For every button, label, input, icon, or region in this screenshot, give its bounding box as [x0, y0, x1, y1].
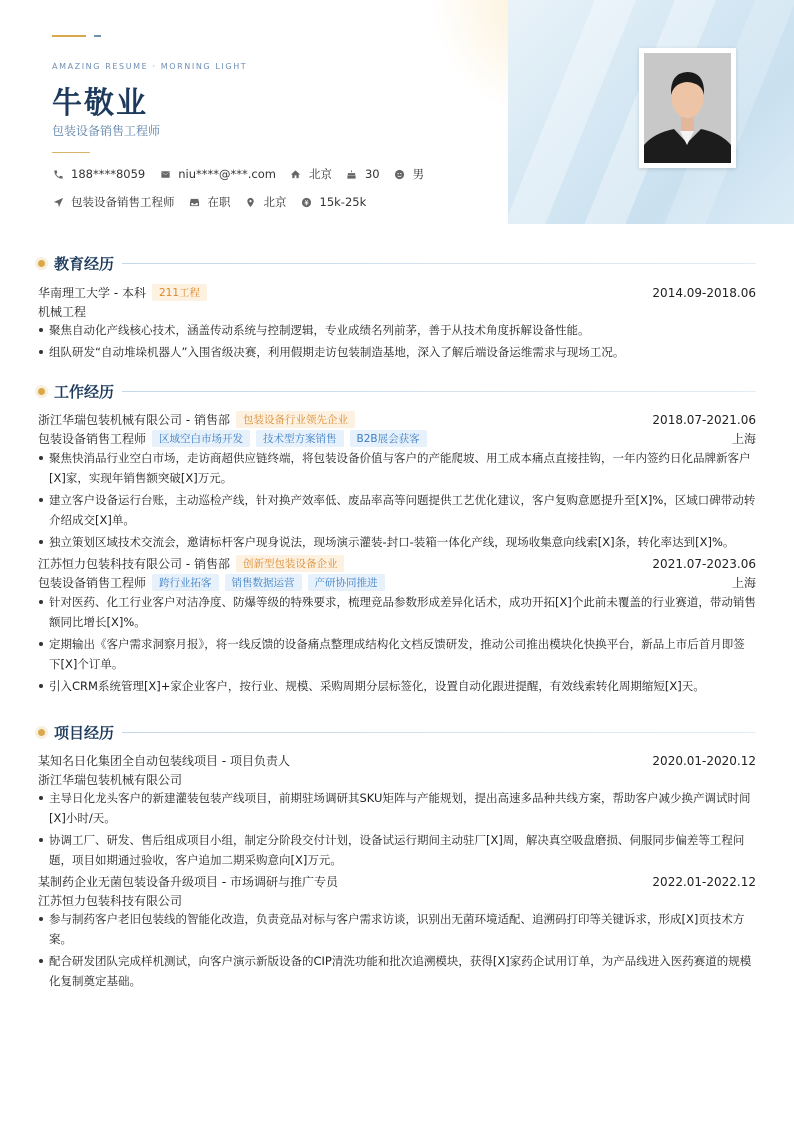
- education-section: [36, 253, 756, 364]
- company-tag: 创新型包装设备企业: [236, 555, 345, 572]
- skill-tag: 产研协同推进: [308, 574, 385, 591]
- job-role: 包装设备销售工程师: [38, 576, 147, 590]
- work-role-row: [36, 573, 756, 592]
- project-bullets: [36, 788, 756, 870]
- info-phone: 188****8059: [52, 167, 145, 181]
- info-city: 北京: [290, 166, 332, 182]
- phone-icon: [52, 168, 64, 180]
- section-divider: [122, 732, 756, 733]
- profile-photo-frame: [639, 48, 736, 168]
- job-info-row: [52, 194, 380, 210]
- list-item: 针对医药、化工行业客户对洁净度、防爆等级的特殊要求，梳理竞品参数形成差异化话术，成功开拓[X]个此前未覆盖的行业赛道，带动销售额同比增长[X]%。: [38, 592, 756, 632]
- info-status: 在职: [189, 194, 231, 210]
- section-bullet-dot: [38, 729, 45, 736]
- info-gender: 男: [394, 166, 425, 182]
- work-entry-header: [36, 554, 756, 573]
- education-date: 2014.09-2018.06: [652, 285, 756, 300]
- project-date: 2022.01-2022.12: [652, 874, 756, 889]
- list-item: 聚焦自动化产线核心技术，涵盖传动系统与控制逻辑，专业成绩名列前茅，善于从技术角度拆解设备性能。: [38, 320, 756, 340]
- company-name: 江苏恒力包装科技有限公司 - 销售部: [38, 557, 230, 571]
- section-title: 项目经历: [54, 723, 115, 742]
- home-icon: [290, 168, 302, 180]
- project-entry-header: [36, 751, 756, 770]
- education-bullets: [36, 320, 756, 362]
- header-kicker: AMAZING RESUME · MORNING LIGHT: [52, 62, 248, 71]
- list-item: 组队研发“自动堆垛机器人”入围省级决赛，利用假期走访包装制造基地，深入了解后端设备运维需求与现场工况。: [38, 342, 756, 362]
- section-bullet-dot: [38, 260, 45, 267]
- work-entry-header: [36, 410, 756, 429]
- major: 机械工程: [38, 304, 87, 319]
- info-age: 30: [346, 167, 380, 181]
- education-entry-header: [36, 283, 756, 302]
- list-item: 独立策划区域技术交流会，邀请标杆客户现身说法，现场演示灌装-封口-装箱一体化产线，现场收集意向线索[X]条，转化率达到[X]%。: [38, 532, 756, 552]
- accent-line-gold: [52, 35, 86, 37]
- work-city: 上海: [731, 432, 756, 446]
- mail-icon: [159, 168, 171, 180]
- resume-header: [0, 0, 794, 224]
- profile-photo: [644, 53, 731, 163]
- projects-section: [36, 722, 756, 993]
- project-org: 江苏恒力包装科技有限公司: [38, 893, 183, 908]
- section-header: [36, 722, 756, 742]
- list-item: 定期输出《客户需求洞察月报》，将一线反馈的设备痛点整理成结构化文档反馈研发，推动公司推出模块化快换平台，新品上市后首月即签下[X]个订单。: [38, 634, 756, 674]
- info-salary: 15k-25k: [301, 195, 367, 209]
- work-bullets: [36, 448, 756, 552]
- school-name: 华南理工大学 - 本科: [38, 286, 146, 300]
- info-target-job: 包装设备销售工程师: [52, 194, 175, 210]
- list-item: 协调工厂、研发、售后组成项目小组，制定分阶段交付计划，设备试运行期间主动驻厂[X]周，解决真空吸盘磨损、伺服同步偏差等工程问题，项目如期通过验收，客户追加二期采购意向[X]万元。: [38, 830, 756, 870]
- section-header: [36, 253, 756, 273]
- skill-tag: 技术型方案销售: [256, 430, 344, 447]
- list-item: 建立客户设备运行台账，主动巡检产线，针对换产效率低、废品率高等问题提供工艺优化建议，客户复购意愿提升至[X]%，区域口碑带动转介绍成交[X]单。: [38, 490, 756, 530]
- location-pin-icon: [245, 196, 257, 208]
- project-name: 某制药企业无菌包装设备升级项目 - 市场调研与推广专员: [38, 875, 338, 889]
- section-bullet-dot: [38, 388, 45, 395]
- list-item: 聚焦快消品行业空白市场，走访商超供应链终端，将包装设备价值与客户的产能爬坡、用工成本痛点直接挂钩，一年内签约日化品牌新客户[X]家，实现年销售额突破[X]万元。: [38, 448, 756, 488]
- project-name: 某知名日化集团全自动包装线项目 - 项目负责人: [38, 754, 290, 768]
- contact-info-row: [52, 166, 438, 182]
- section-divider: [122, 391, 756, 392]
- section-divider: [122, 263, 756, 264]
- project-date: 2020.01-2020.12: [652, 753, 756, 768]
- candidate-title: 包装设备销售工程师: [52, 124, 161, 138]
- section-header: [36, 381, 756, 401]
- send-icon: [52, 196, 64, 208]
- inbox-icon: [189, 196, 201, 208]
- project-org: 浙江华瑞包装机械有限公司: [38, 772, 183, 787]
- job-role: 包装设备销售工程师: [38, 432, 147, 446]
- accent-line-blue: [94, 35, 101, 37]
- list-item: 引入CRM系统管理[X]+家企业客户，按行业、规模、采购周期分层标签化，设置自动化跟进提醒，有效线索转化周期缩短[X]天。: [38, 676, 756, 696]
- project-bullets: [36, 909, 756, 991]
- company-name: 浙江华瑞包装机械有限公司 - 销售部: [38, 413, 230, 427]
- work-city: 上海: [731, 576, 756, 590]
- work-bullets: [36, 592, 756, 696]
- skill-tag: 跨行业拓客: [152, 574, 219, 591]
- company-tag: 包装设备行业领先企业: [236, 411, 355, 428]
- info-target-city: 北京: [245, 194, 287, 210]
- work-section: [36, 381, 756, 698]
- skill-tag: 销售数据运营: [225, 574, 302, 591]
- list-item: 主导日化龙头客户的新建灌装包装产线项目，前期驻场调研其SKU矩阵与产能规划，提出高速多品种共线方案，帮助客户减少换产调试时间[X]小时/天。: [38, 788, 756, 828]
- info-email: niu****@***.com: [159, 167, 276, 181]
- candidate-name: 牛敬业: [52, 86, 148, 121]
- project-entry-header: [36, 872, 756, 891]
- section-title: 教育经历: [54, 254, 115, 273]
- gender-icon: [394, 168, 406, 180]
- list-item: 配合研发团队完成样机测试，向客户演示新版设备的CIP清洗功能和批次追溯模块，获得[X]家药企试用订单，为产品线进入医药赛道的规模化复制奠定基础。: [38, 951, 756, 991]
- work-role-row: [36, 429, 756, 448]
- skill-tag: B2B展会获客: [350, 430, 427, 447]
- list-item: 参与制药客户老旧包装线的智能化改造，负责竞品对标与客户需求访谈，识别出无菌环境适配、追溯码打印等关键诉求，形成[X]页技术方案。: [38, 909, 756, 949]
- skill-tag: 区域空白市场开发: [152, 430, 250, 447]
- school-tag: 211工程: [152, 284, 207, 301]
- cake-icon: [346, 168, 358, 180]
- work-date: 2018.07-2021.06: [652, 412, 756, 427]
- work-date: 2021.07-2023.06: [652, 556, 756, 571]
- salary-icon: [301, 196, 313, 208]
- name-divider: [52, 152, 90, 153]
- section-title: 工作经历: [54, 382, 115, 401]
